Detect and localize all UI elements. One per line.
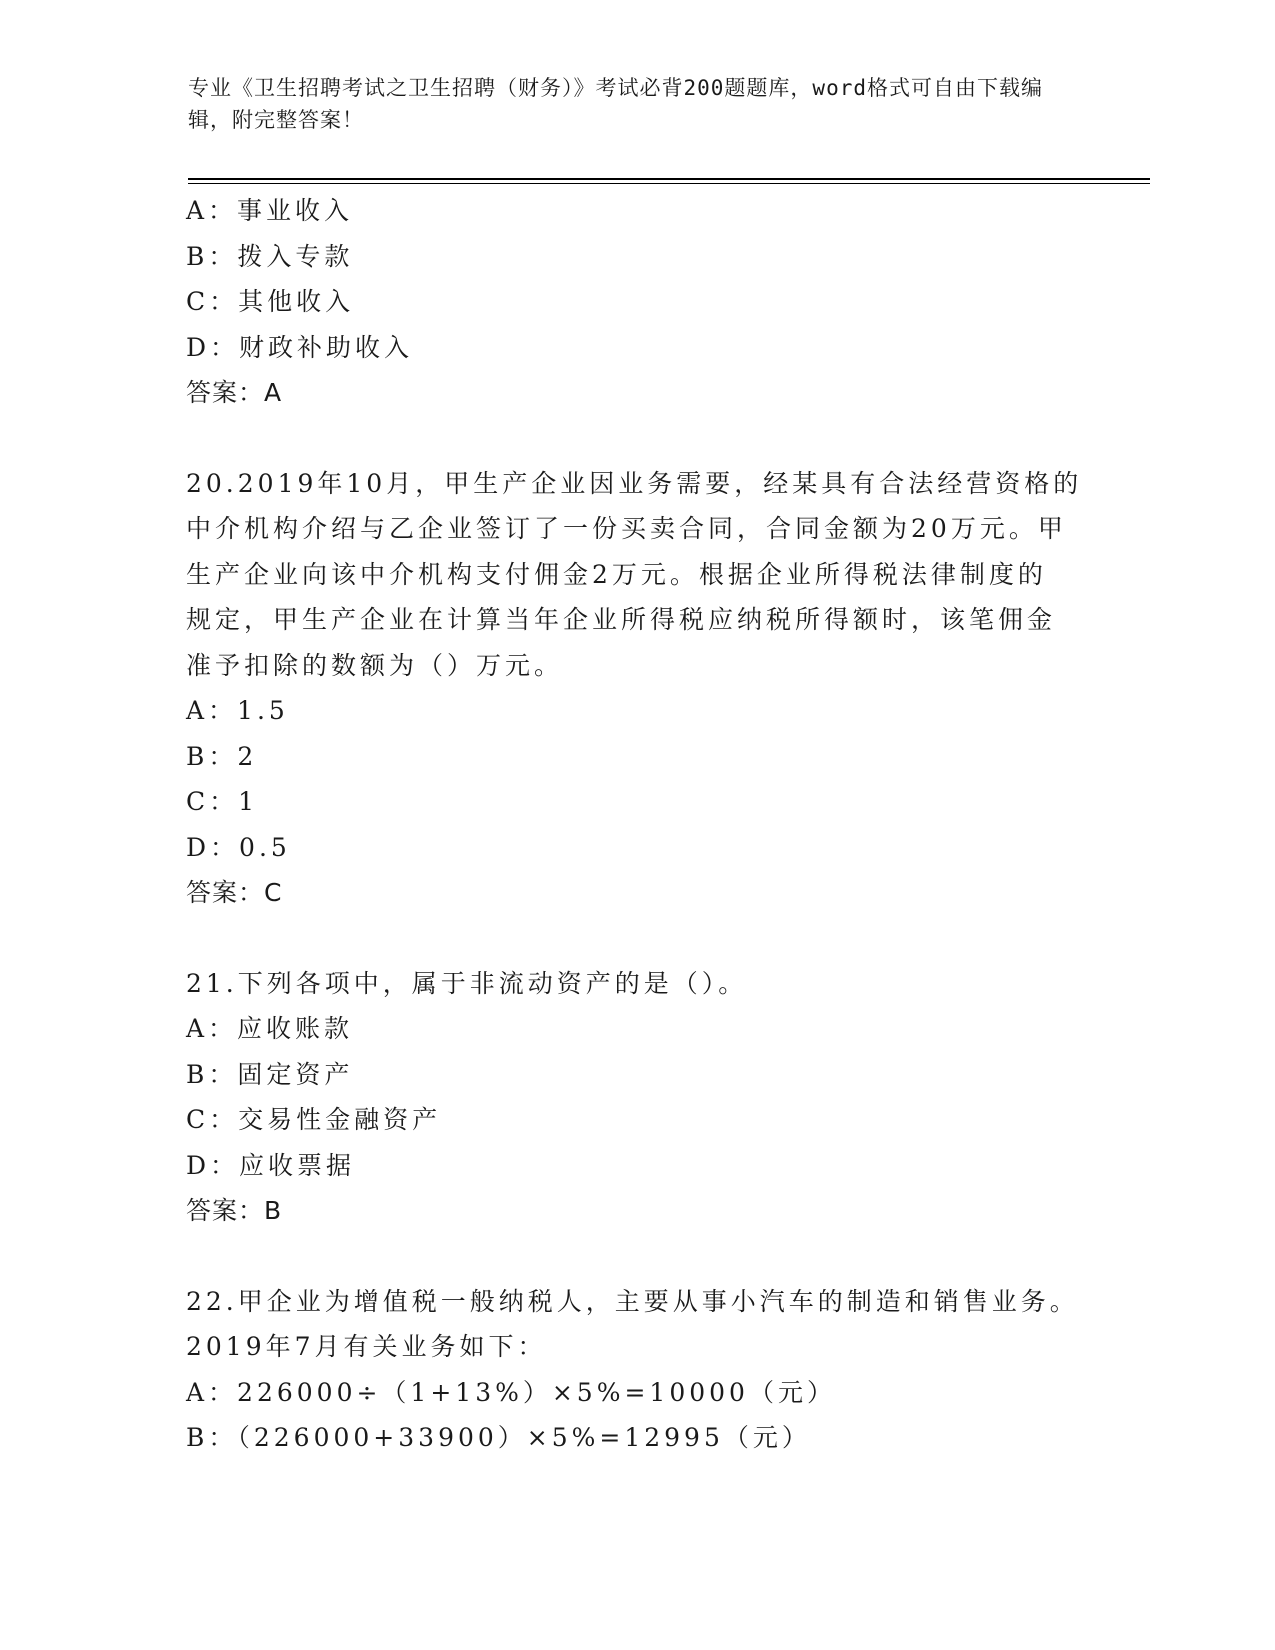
option-a: A：226000÷（1+13%）×5%=10000（元）: [186, 1377, 836, 1407]
question-block-21: [186, 961, 1066, 1234]
question-list: [186, 188, 1083, 1461]
question-text-line: 生产企业向该中介机构支付佣金2万元。根据企业所得税法律制度的: [186, 559, 1047, 589]
question-text-line: 22.甲企业为增值税一般纳税人，主要从事小汽车的制造和销售业务。: [186, 1286, 1079, 1316]
option-c: C：交易性金融资产: [186, 1105, 442, 1134]
question-block-22: [186, 1279, 1079, 1461]
answer-line: 答案：B: [186, 1196, 283, 1225]
option-b: B：2: [186, 741, 258, 771]
option-a: A：应收账款: [186, 1014, 354, 1043]
option-b: B：固定资产: [186, 1059, 354, 1089]
header-divider-thick: [188, 178, 1150, 180]
option-d: D：0.5: [186, 832, 291, 862]
question-text-line: 2019年7月有关业务如下：: [186, 1332, 547, 1361]
answer-line: 答案：A: [186, 378, 283, 407]
question-block-19: [186, 188, 1066, 416]
question-text-line: 21.下列各项中，属于非流动资产的是（）。: [186, 968, 748, 998]
header-divider-thin: [188, 183, 1150, 184]
option-a: A：事业收入: [186, 196, 354, 225]
option-b: B：（226000+33900）×5%=12995（元）: [186, 1423, 811, 1452]
option-c: C：其他收入: [186, 287, 355, 316]
option-b: B：拨入专款: [186, 241, 354, 271]
question-block-20: [186, 461, 1083, 916]
question-text-line: 准予扣除的数额为（）万元。: [186, 650, 564, 680]
option-a: A：1.5: [186, 696, 289, 725]
question-text-line: 中介机构介绍与乙企业签订了一份买卖合同，合同金额为20万元。甲: [186, 514, 1067, 543]
page-header: 专业《卫生招聘考试之卫生招聘（财务）》考试必背200题题库，word格式可自由下载编辑，附完整答案！: [188, 76, 1043, 132]
question-text-line: 20.2019年10月，甲生产企业因业务需要，经某具有合法经营资格的: [186, 468, 1083, 498]
option-c: C：1: [186, 787, 259, 816]
option-d: D：应收票据: [186, 1150, 356, 1180]
question-text-line: 规定，甲生产企业在计算当年企业所得税应纳税所得额时，该笔佣金: [186, 605, 1057, 634]
answer-line: 答案：C: [186, 878, 283, 907]
option-d: D：财政补助收入: [186, 332, 414, 362]
